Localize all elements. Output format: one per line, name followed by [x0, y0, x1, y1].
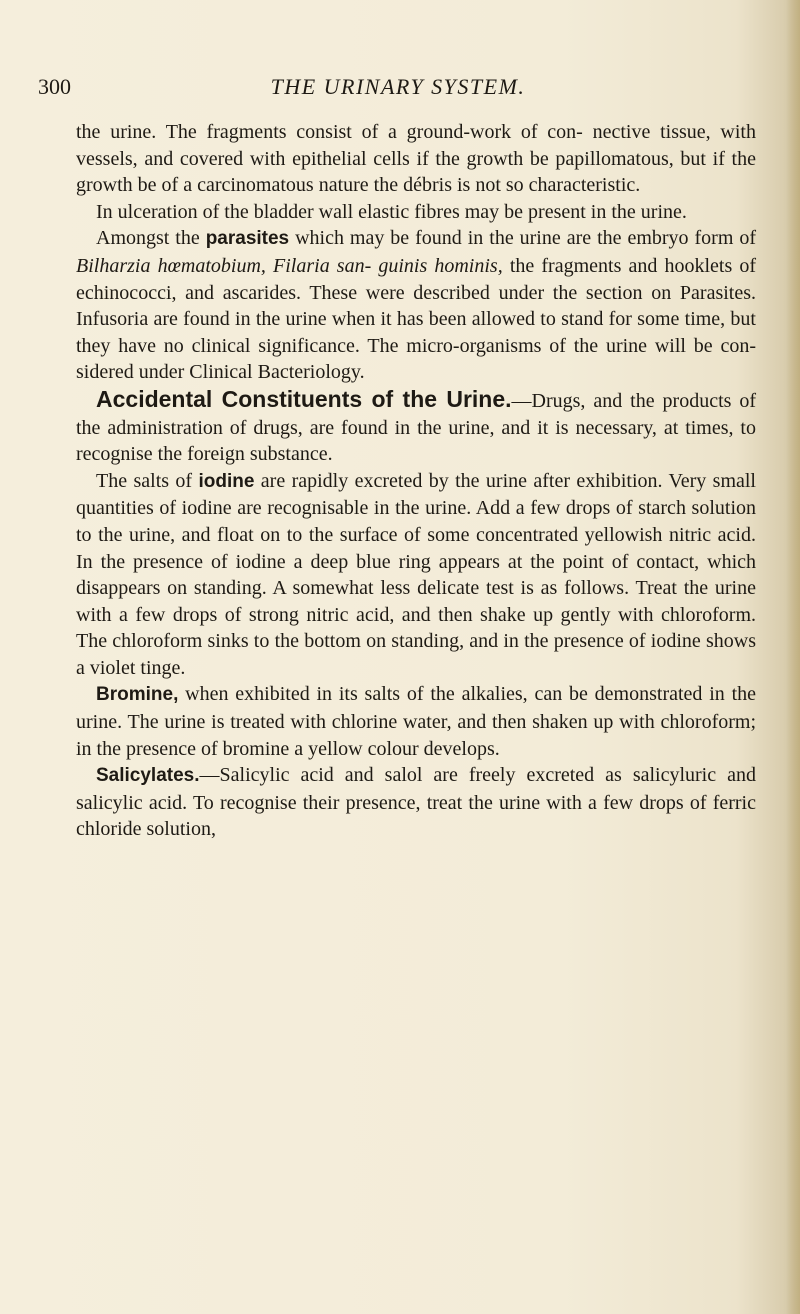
term-salicylates: Salicylates.: [96, 765, 200, 787]
paragraph-text: Amongst the: [96, 227, 206, 250]
term-iodine: iodine: [198, 470, 255, 492]
paragraph-iodine: [76, 468, 756, 682]
paragraph-text: —Drugs, and the products of the administration of drugs, are found in the urine, and it is necessary, at times, to recognise the foreign substance.: [76, 389, 756, 466]
paragraph-salicylates: [76, 762, 756, 843]
term-parasites: parasites: [205, 228, 290, 250]
paragraph-text: the fragments and hooklets of echinococci, and ascarides. These were described under the section on Parasites. Infusoria are found in the urine when it has been allowed to stand for some time, but they have no clinical significance. The micro-organisms of the urine will be con- sidered under Clinical Bacteriology.: [76, 254, 756, 384]
page-edge-shadow: [786, 0, 800, 1314]
running-head: THE URINARY SYSTEM.: [270, 74, 526, 99]
section-heading: Accidental Constituents of the Urine.: [96, 385, 512, 412]
paragraph: [76, 119, 756, 199]
paragraph-text: are rapidly excreted by the urine after exhibition. Very small quantities of iodine are recognisable in the urine. Add a few drops of starch solution to the urine, and float on to the surface of some concentrated yellowish nitric acid. In the presence of iodine a deep blue ring appears at the point of contact, which disappears on standing. A somewhat less delicate test is as follows. Treat the urine with a few drops of strong nitric acid, and then shake up gently with chloroform. The chloroform sinks to the bottom on standing, and in the presence of iodine shows a violet tinge.: [76, 469, 756, 679]
body-text: [76, 119, 756, 843]
paragraph-accidental-constituents: [76, 386, 756, 468]
term-bromine: Bromine,: [96, 684, 179, 706]
paragraph-text: The salts of: [96, 469, 199, 492]
paragraph-parasites: [76, 225, 756, 386]
page-header: [38, 74, 758, 104]
species-names: Bilharzia hœmatobium, Filaria san- guinis hominis,: [76, 254, 503, 277]
paragraph-text: In ulceration of the bladder wall elastic fibres may be present in the urine.: [96, 200, 687, 223]
paragraph: [76, 199, 756, 226]
paragraph-text: —Salicylic acid and salol are freely excreted as salicyluric and salicylic acid. To recognise their presence, treat the urine with a few drops of ferric chloride solution,: [76, 764, 756, 841]
paragraph-bromine: [76, 681, 756, 762]
paragraph-text: when exhibited in its salts of the alkalies, can be demonstrated in the urine. The urine is treated with chlorine water, and then shaken up with chloroform; in the presence of bromine a yellow colour develops.: [76, 683, 756, 760]
page-number: 300: [38, 74, 71, 99]
paragraph-text: which may be found in the urine are the embryo form of: [289, 227, 756, 250]
paragraph-text: the urine. The fragments consist of a ground-work of con- nective tissue, with vessels, and covered with epithelial cells if the growth be papillomatous, but if the growth be of a carcinomatous nature the débris is not so characteristic.: [76, 121, 756, 197]
